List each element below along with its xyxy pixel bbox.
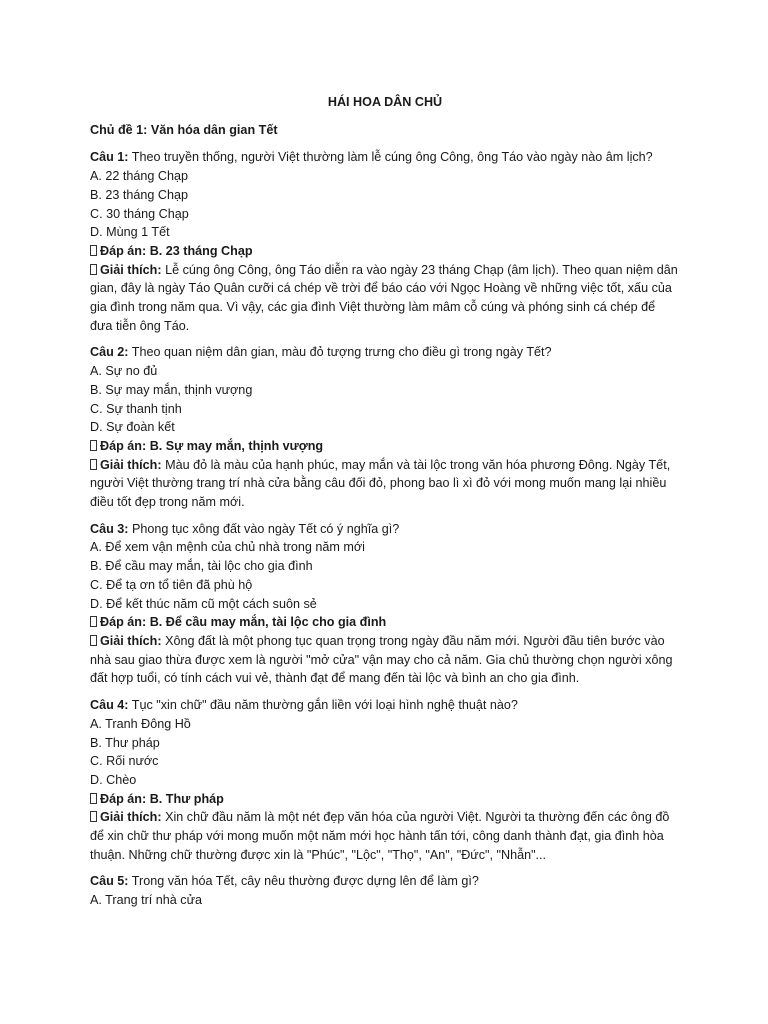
answer-value: B. Thư pháp [149,791,224,806]
checkbox-glyph-icon [90,459,97,470]
explanation-text: Xông đất là một phong tục quan trọng trong ngày đầu năm mới. Người đầu tiên bước vào nhà sau giao thừa được xem là người "mở cửa" vận may cho cả năm. Gia chủ thường chọn người xông đất hợp tuổi, có tính cách vui vẻ, thành đạt để mang đến tài lộc và bình an cho gia đình. [90,633,673,686]
explanation-text: Màu đỏ là màu của hạnh phúc, may mắn và tài lộc trong văn hóa phương Đông. Ngày Tết, người Việt thường trang trí nhà cửa bằng câu đối đỏ, phong bao lì xì đỏ với mong muốn mang lại nhiều điều tốt đẹp trong năm mới. [90,457,671,510]
answer-value: B. Sự may mắn, thịnh vượng [149,438,324,453]
answer-value: B. 23 tháng Chạp [149,243,253,258]
answer-prefix: Đáp án: [100,243,147,258]
answer-option: A. Tranh Đông Hồ [90,716,191,731]
explanation-prefix: Giải thích: [100,262,162,277]
checkbox-glyph-icon [90,245,97,256]
answer-line [90,790,680,809]
question-body: Phong tục xông đất vào ngày Tết có ý nghĩa gì? [132,521,400,536]
checkbox-glyph-icon [90,793,97,804]
answer-option: B. Thư pháp [90,735,160,750]
question-label: Câu 1: [90,150,129,165]
answer-option: D. Mùng 1 Tết [90,225,170,240]
question-block [90,872,680,909]
question-text [90,696,680,715]
question-block [90,148,680,335]
topic-heading: Chủ đề 1: Văn hóa dân gian Tết [90,122,278,137]
question-body: Trong văn hóa Tết, cây nêu thường được dựng lên để làm gì? [131,874,479,889]
answer-option: A. Để xem vận mệnh của chủ nhà trong năm mới [90,540,365,555]
question-block [90,696,680,864]
answer-value: B. Để cầu may mắn, tài lộc cho gia đình [149,615,387,630]
answer-option: D. Để kết thúc năm cũ một cách suôn sẻ [90,596,317,611]
document-title: HÁI HOA DÂN CHỦ [327,95,443,109]
answer-option: D. Sự đoàn kết [90,420,175,435]
answer-line [90,613,680,632]
checkbox-glyph-icon [90,635,97,646]
question-text [90,148,680,167]
question-text [90,520,680,539]
answer-line [90,437,680,456]
explanation-prefix: Giải thích: [100,457,162,472]
explanation [90,261,680,336]
answer-option: C. Để tạ ơn tổ tiên đã phù hộ [90,577,253,592]
answer-option: B. Để cầu may mắn, tài lộc cho gia đình [90,559,313,574]
answer-option: B. 23 tháng Chạp [90,187,189,202]
answer-option: B. Sự may mắn, thịnh vượng [90,382,253,397]
checkbox-glyph-icon [90,616,97,627]
question-body: Theo truyền thống, người Việt thường làm lễ cúng ông Công, ông Táo vào ngày nào âm lịch? [131,150,653,165]
explanation-prefix: Giải thích: [100,810,162,825]
question-block [90,343,680,511]
explanation-text: Lễ cúng ông Công, ông Táo diễn ra vào ngày 23 tháng Chạp (âm lịch). Theo quan niệm dân gian, đây là ngày Táo Quân cưỡi cá chép về trời để báo cáo với Ngọc Hoàng về những việc tốt, xấu của gia đình trong năm qua. Vì vậy, các gia đình Việt thường làm mâm cỗ cúng và phóng sinh cá chép để đưa tiễn ông Táo. [90,262,678,333]
answer-option: A. Sự no đủ [90,364,158,379]
explanation [90,632,680,688]
explanation [90,456,680,512]
checkbox-glyph-icon [90,811,97,822]
explanation-prefix: Giải thích: [100,633,162,648]
checkbox-glyph-icon [90,440,97,451]
answer-option: A. 22 tháng Chạp [90,169,189,184]
answer-option: C. Sự thanh tịnh [90,401,182,416]
answer-line [90,242,680,261]
explanation-text: Xin chữ đầu năm là một nét đẹp văn hóa của người Việt. Người ta thường đến các ông đồ để xin chữ thư pháp với mong muốn một năm mới học hành tấn tới, công danh thành đạt, gia đình hòa thuận. Những chữ thường được xin là "Phúc", "Lộc", "Thọ", "An", "Đức", "Nhẫn"... [90,810,670,862]
question-body: Theo quan niệm dân gian, màu đỏ tượng trưng cho điều gì trong ngày Tết? [131,345,552,360]
question-text [90,343,680,362]
question-list [90,148,680,909]
answer-prefix: Đáp án: [100,791,147,806]
answer-option: C. Rối nước [90,754,159,769]
question-block [90,520,680,688]
answer-option: D. Chèo [90,772,137,787]
answer-option: A. Trang trí nhà cửa [90,893,203,908]
question-label: Câu 4: [90,698,129,713]
explanation [90,808,680,864]
question-label: Câu 3: [90,521,129,536]
answer-prefix: Đáp án: [100,438,147,453]
checkbox-glyph-icon [90,264,97,275]
question-text [90,872,680,891]
question-label: Câu 2: [90,345,129,360]
question-label: Câu 5: [90,874,129,889]
answer-option: C. 30 tháng Chạp [90,206,189,221]
answer-prefix: Đáp án: [100,615,147,630]
question-body: Tục "xin chữ" đầu năm thường gắn liền với loại hình nghệ thuật nào? [131,698,518,713]
